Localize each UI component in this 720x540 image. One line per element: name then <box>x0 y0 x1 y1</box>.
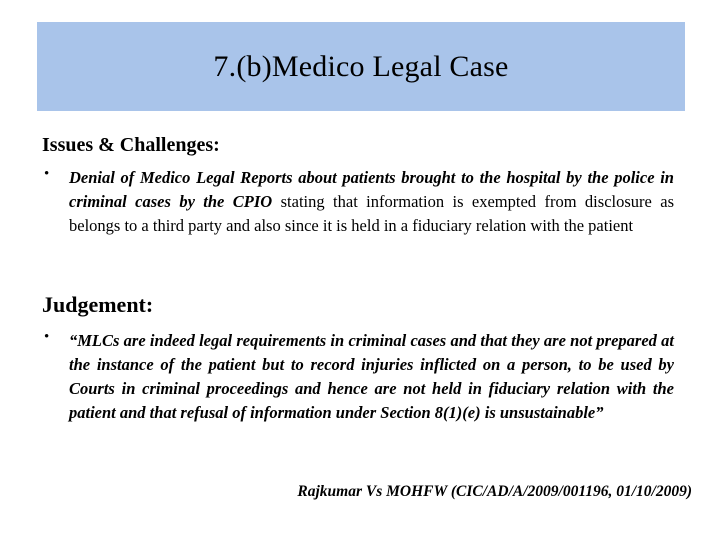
issues-heading: Issues & Challenges: <box>42 134 220 156</box>
slide-title: 7.(b)Medico Legal Case <box>213 49 509 83</box>
case-citation: Rajkumar Vs MOHFW (CIC/AD/A/2009/001196, 01/10/2009) <box>297 483 692 500</box>
issues-emphasis-text: Denial of Medico Legal Reports about patients brought to the hospital by the police in criminal cases by the CPIO <box>69 168 674 211</box>
bullet-icon: • <box>44 166 50 182</box>
issues-text <box>69 166 674 238</box>
judgement-quote: “MLCs are indeed legal requirements in criminal cases and that they are not prepared at the instance of the patient but to record injuries inflicted on a person, to be used by Courts in criminal proceedings and hence are not held in fiduciary relation with the patient and that refusal of information under Section 8(1)(e) is unsustainable” <box>69 331 674 422</box>
issues-plain-text: stating that information is exempted from disclosure as belongs to a third party and also since it is held in a fiduciary relation with the patient <box>69 192 674 235</box>
title-banner <box>37 22 685 111</box>
issues-bullet-item <box>44 166 674 238</box>
judgement-bullet-item <box>44 329 674 425</box>
bullet-icon: • <box>44 329 50 345</box>
judgement-heading: Judgement: <box>42 292 154 317</box>
